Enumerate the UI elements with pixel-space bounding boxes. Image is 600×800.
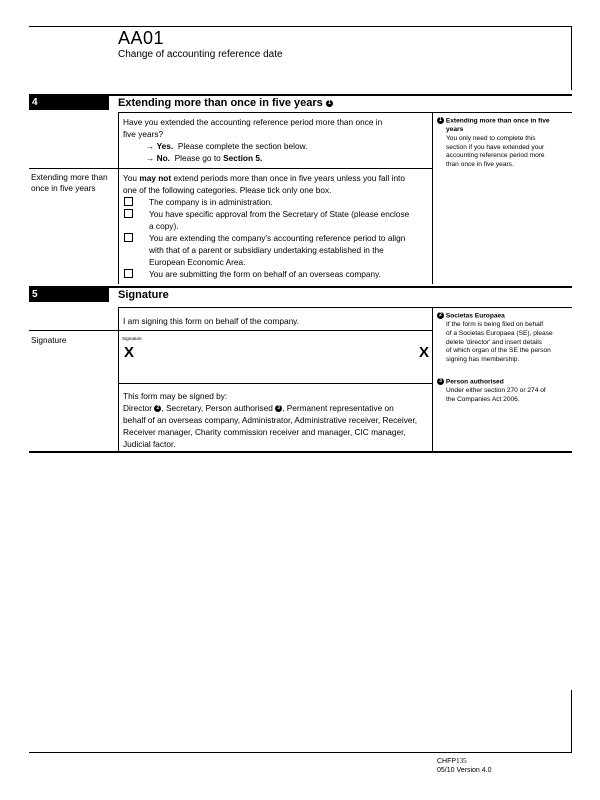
note-3 xyxy=(437,378,570,405)
may-line-5: Judicial factor. xyxy=(123,439,176,449)
side-label-line-2: once in five years xyxy=(31,183,96,193)
option-approval xyxy=(123,208,428,232)
note-3-title-badge: 3 xyxy=(437,378,444,385)
section5-title: Signature xyxy=(118,289,169,301)
note-1 xyxy=(437,117,570,170)
note-3-title-text: Person authorised xyxy=(445,378,504,386)
intro-line-1 xyxy=(123,172,428,184)
may-permanent: , Permanent representative on xyxy=(282,403,394,413)
signature-mark-left: X xyxy=(124,344,135,361)
section4-top-rule xyxy=(29,94,572,96)
no-label: No. xyxy=(156,153,170,163)
side-label-line-1: Extending more than xyxy=(31,172,108,182)
question-line-1: Have you extended the accounting reference period more than once in xyxy=(123,117,383,127)
question-line-2: five years? xyxy=(123,129,164,139)
note-1-badge: 1 xyxy=(326,100,333,107)
note-3-line-2: the Companies Act 2006. xyxy=(446,395,520,403)
side-label-rule xyxy=(29,168,433,169)
note-2-line-5: signing has membership. xyxy=(446,356,520,364)
may-secretary: , Secretary, Person authorised xyxy=(161,403,273,413)
footer-form-ref xyxy=(437,757,492,766)
note-1-title-badge: 1 xyxy=(437,117,444,124)
section5-note-rule xyxy=(432,307,433,451)
section4-title xyxy=(118,97,333,109)
may-line-4: Receiver manager, Charity commission receiver and manager, CIC manager, xyxy=(123,427,406,437)
option-administration-label: The company is in administration. xyxy=(149,197,273,207)
footer-ref-a: CHFP xyxy=(437,758,457,765)
option-align xyxy=(123,232,428,268)
signature-side-label: Signature xyxy=(31,335,67,345)
option-approval-line-2: a copy). xyxy=(149,221,179,231)
signature-bottom-rule xyxy=(118,383,433,384)
note-2-title-badge: 2 xyxy=(437,312,444,319)
note-2 xyxy=(437,312,570,365)
note-1-line-1: You only need to complete this xyxy=(446,134,536,142)
section5-top-rule xyxy=(29,286,572,288)
note-1-line-3: accounting reference period more xyxy=(446,152,545,160)
note-2-line-4: of which organ of the SE the person xyxy=(446,347,551,355)
may-line-1: This form may be signed by: xyxy=(123,391,228,401)
section5-number: 5 xyxy=(29,288,109,302)
note-3-badge: 3 xyxy=(275,405,282,412)
section4-note-rule xyxy=(432,112,433,284)
no-text: Please go to xyxy=(174,153,221,163)
note-2-title-text: Societas Europaea xyxy=(445,312,505,320)
note-1-line-4: than once in five years. xyxy=(446,161,514,169)
checkbox-align[interactable] xyxy=(124,233,133,242)
section4-side-label xyxy=(31,172,116,194)
no-target: Section 5. xyxy=(223,153,263,163)
option-align-line-2: with that of a parent or subsidiary undertaking established in the xyxy=(149,245,384,255)
section4-number: 4 xyxy=(29,96,109,110)
checkbox-approval[interactable] xyxy=(124,209,133,218)
note-1-title xyxy=(437,117,570,126)
section4-left-rule xyxy=(118,112,119,284)
footer-version: 05/10 Version 4.0 xyxy=(437,767,492,774)
intro-line-2: one of the following categories. Please tick only one box. xyxy=(123,185,332,195)
may-director: Director xyxy=(123,403,153,413)
note-2-badge: 2 xyxy=(154,405,161,412)
note-2-line-1: If the form is being filed on behalf xyxy=(446,321,544,329)
option-overseas xyxy=(123,268,428,280)
section4-sub-rule xyxy=(118,112,572,113)
intro-post: extend periods more than once in five years unless you fall into xyxy=(173,173,405,183)
intro-bold: may not xyxy=(139,173,172,183)
signing-statement: I am signing this form on behalf of the company. xyxy=(123,316,300,326)
footer-reference xyxy=(437,757,492,775)
form-code: AA01 xyxy=(118,28,165,48)
option-overseas-label: You are submitting the form on behalf of an overseas company. xyxy=(149,269,381,279)
note-2-line-2: of a Societas Europaea (SE), please xyxy=(446,329,553,337)
section4-question xyxy=(123,116,428,164)
note-2-title xyxy=(437,312,570,321)
checkbox-overseas[interactable] xyxy=(124,269,133,278)
yes-text: Please complete the section below. xyxy=(177,141,308,151)
may-line-3: behalf of an overseas company, Administrator, Administrative receiver, Receiver, xyxy=(123,415,418,425)
section4-title-text: Extending more than once in five years xyxy=(118,97,323,109)
option-yes: → Yes. Please complete the section below. xyxy=(146,141,308,151)
section5-sub-rule xyxy=(118,307,572,308)
option-align-line-1: You are extending the company's accounting reference period to align xyxy=(149,233,406,243)
signature-field-label: Signature xyxy=(122,336,142,341)
footer-ref-b: 135 xyxy=(456,757,467,765)
note-1-line-2: section if you have extended your xyxy=(446,143,545,151)
footer-rule xyxy=(29,752,572,753)
note-2-line-3: delete 'director' and insert details xyxy=(446,338,542,346)
may-line-2 xyxy=(123,402,428,414)
form-subtitle: Change of accounting reference date xyxy=(118,49,283,60)
section5-bottom-rule xyxy=(29,451,572,453)
note-3-line-1: Under either section 270 or 274 of xyxy=(446,387,546,395)
intro-pre: You xyxy=(123,173,138,183)
note-1-title-line-1: Extending more than once in five xyxy=(445,117,550,125)
option-align-line-3: European Economic Area. xyxy=(149,257,246,267)
option-approval-line-1: You have specific approval from the Secretary of State (please enclose xyxy=(149,209,410,219)
may-be-signed-by xyxy=(123,390,428,450)
header-right-rule xyxy=(571,26,572,90)
option-administration xyxy=(123,196,428,208)
checkbox-administration[interactable] xyxy=(124,197,133,206)
yes-label: Yes. xyxy=(156,141,174,151)
top-rule xyxy=(29,26,572,27)
note-3-title xyxy=(437,378,570,387)
note-1-title-line-2: years xyxy=(446,126,464,134)
option-no: → No. Please go to Section 5. xyxy=(146,153,263,163)
section4-options xyxy=(123,172,428,280)
signature-field[interactable] xyxy=(119,331,432,383)
footer-right-rule xyxy=(571,690,572,753)
signature-mark-right: X xyxy=(419,344,430,361)
